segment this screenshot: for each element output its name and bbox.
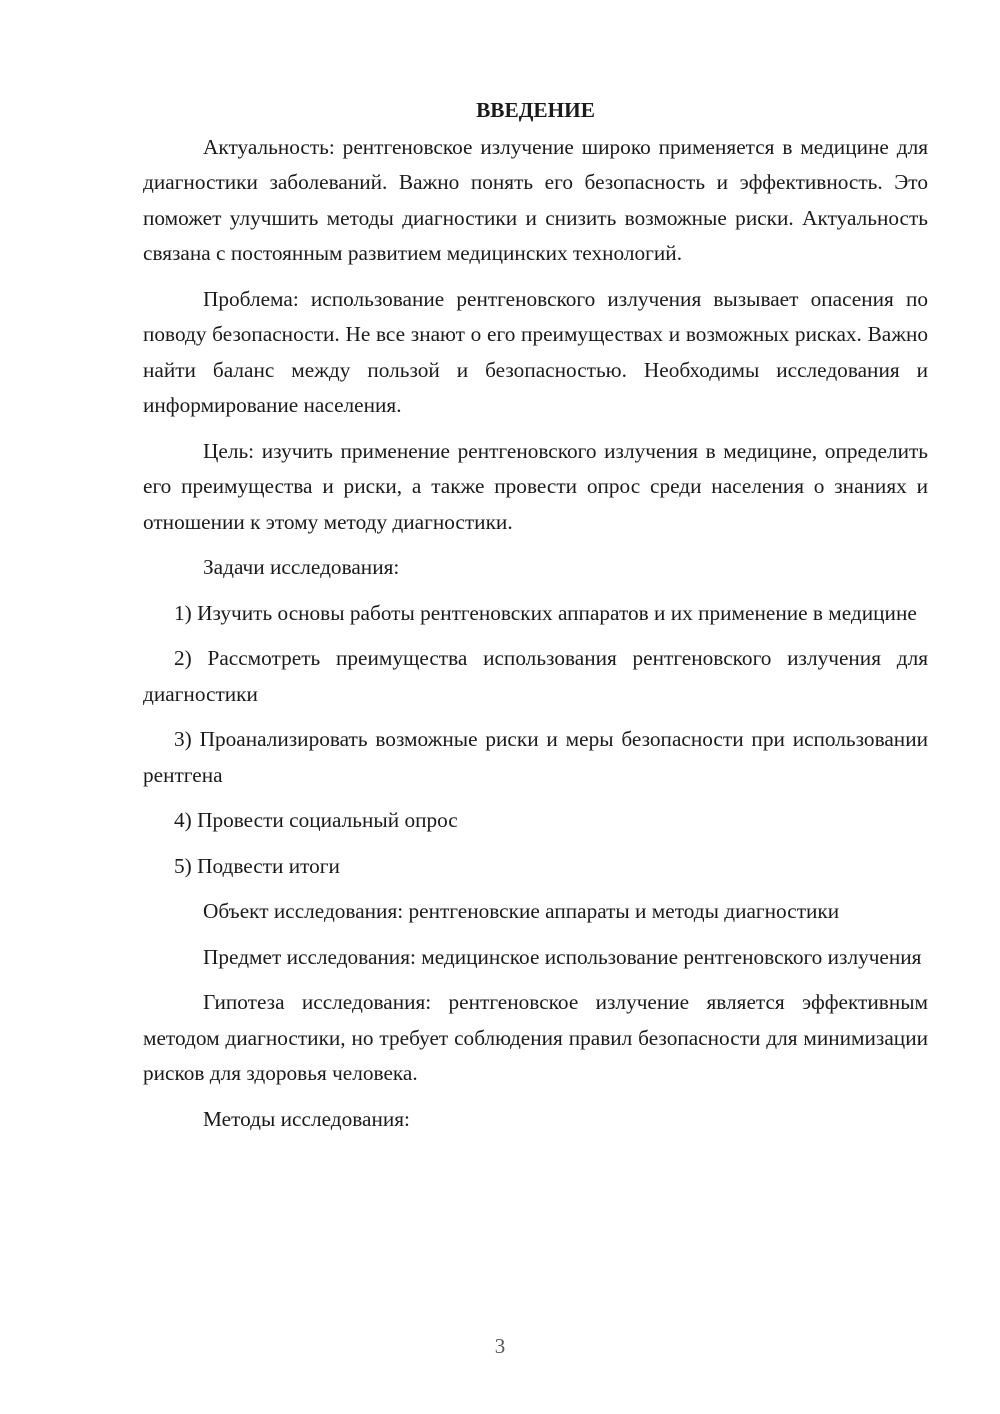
- subject-paragraph: Предмет исследования: медицинское использование рентгеновского излучения: [203, 944, 922, 969]
- relevance-paragraph: Актуальность: рентгеновское излучение широко применяется в медицине для диагностики заболеваний. Важно понять его безопасность и эффективность. Это поможет улучшить методы диагностики и снизить возможные риски. Актуальность связана с постоянным развитием медицинских технологий.: [143, 134, 928, 265]
- problem-paragraph: Проблема: использование рентгеновского излучения вызывает опасения по поводу безопасности. Не все знают о его преимуществах и возможных рисках. Важно найти баланс между пользой и безопасностью. Необходимы исследования и информирование населения.: [143, 286, 928, 417]
- goal-paragraph: Цель: изучить применение рентгеновского излучения в медицине, определить его преимущества и риски, а также провести опрос среди населения о знаниях и отношении к этому методу диагностики.: [143, 438, 928, 534]
- task-item-3: 3) Проанализировать возможные риски и меры безопасности при использовании рентгена: [143, 727, 928, 787]
- task-item-1: 1) Изучить основы работы рентгеновских аппаратов и их применение в медицине: [174, 600, 917, 625]
- page-number: 3: [494, 1334, 506, 1358]
- methods-heading: Методы исследования:: [203, 1106, 410, 1131]
- hypothesis-paragraph: Гипотеза исследования: рентгеновское излучение является эффективным методом диагностики, но требует соблюдения правил безопасности для минимизации рисков для здоровья человека.: [143, 990, 928, 1085]
- document-page: [143, 93, 928, 1147]
- task-item-5: 5) Подвести итоги: [174, 853, 340, 878]
- task-item-2: 2) Рассмотреть преимущества использования рентгеновского излучения для диагностики: [143, 646, 928, 706]
- section-title: ВВЕДЕНИЕ: [476, 98, 595, 122]
- task-item-4: 4) Провести социальный опрос: [174, 808, 458, 832]
- object-paragraph: Объект исследования: рентгеновские аппараты и методы диагностики: [203, 899, 840, 923]
- tasks-heading: Задачи исследования:: [203, 555, 400, 579]
